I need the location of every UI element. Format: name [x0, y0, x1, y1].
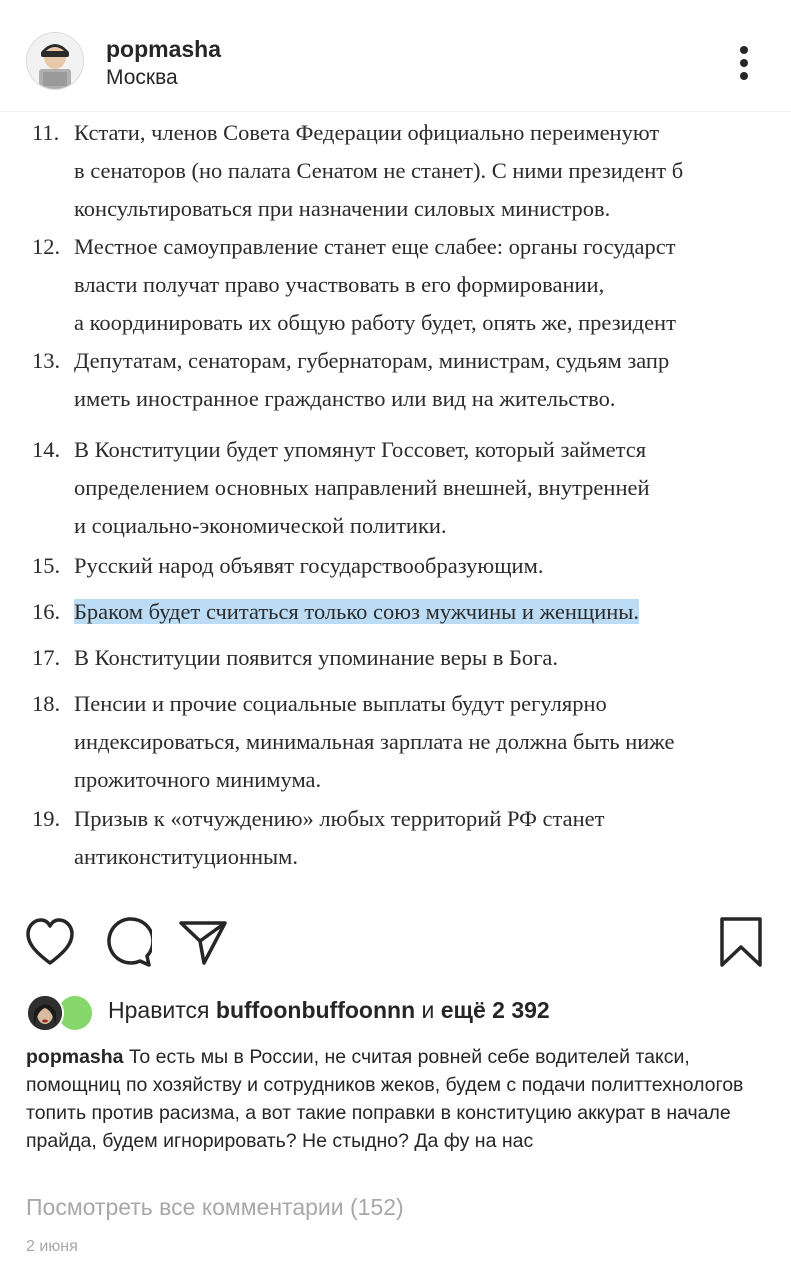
caption-text: То есть мы в России, не считая ровней себе водителей такси, помощниц по хозяйству и сотрудников жеков, будем с подачи политтехнологов топить против расизма, а вот такие поправки в конституцию аккурат в начале прайда, будем игнорировать? Не стыдно? Да фу на нас — [26, 1046, 744, 1152]
amendment-line — [74, 507, 650, 545]
amendment-number: 17. — [32, 645, 61, 670]
dot — [740, 59, 748, 67]
more-options-icon[interactable] — [730, 42, 758, 82]
amendment-line — [74, 380, 669, 418]
likes-count-text[interactable] — [108, 997, 550, 1024]
amendment-number: 13. — [32, 348, 61, 373]
amendment-text: Кстати, членов Совета Федерации официально переименуют — [74, 120, 660, 145]
liker-username[interactable]: buffoonbuffoonnn — [215, 997, 416, 1023]
post-image[interactable] — [0, 112, 791, 900]
amendment-line — [74, 304, 676, 342]
profile-avatar-icon[interactable] — [26, 32, 84, 90]
caption-username[interactable]: popmasha — [26, 1046, 124, 1068]
amendment-line — [74, 685, 675, 723]
amendment-line — [74, 228, 676, 266]
dot — [740, 46, 748, 54]
amendment-line — [74, 266, 676, 304]
amendment-line — [74, 152, 683, 190]
post-header — [0, 0, 791, 112]
amendment-line — [74, 723, 675, 761]
view-all-comments-link[interactable]: Посмотреть все комментарии (152) — [26, 1194, 404, 1220]
amendment-item — [0, 639, 558, 677]
amendment-number: 16. — [32, 599, 61, 624]
post-date: 2 июня — [26, 1238, 78, 1255]
amendment-item — [0, 228, 676, 342]
highlighted-text: Браком будет считаться только союз мужчины и женщины. — [74, 599, 640, 624]
likes-prefix: Нравится — [108, 997, 210, 1023]
amendment-line — [74, 547, 543, 585]
amendment-text: и социально-экономической политики. — [74, 513, 447, 538]
comment-icon[interactable] — [104, 915, 152, 971]
send-icon[interactable] — [178, 915, 228, 971]
amendment-text: В Конституции будет упомянут Госсовет, который займется — [74, 437, 647, 462]
avatar-image — [27, 33, 83, 89]
post-username[interactable]: popmasha — [106, 36, 222, 62]
amendment-line — [74, 639, 558, 677]
amendment-item — [0, 342, 669, 418]
amendment-number: 15. — [32, 553, 61, 578]
amendment-text: иметь иностранное гражданство или вид на жительство. — [74, 386, 616, 411]
likes-others-count[interactable]: ещё 2 392 — [440, 997, 550, 1023]
amendment-line — [74, 838, 604, 876]
liker-avatar — [26, 994, 64, 1032]
amendment-number: 11. — [32, 120, 60, 145]
amendment-number: 19. — [32, 806, 61, 831]
amendment-number: 14. — [32, 437, 61, 462]
amendment-text: В Конституции появится упоминание веры в Бога. — [74, 645, 558, 670]
amendment-text: власти получат право участвовать в его формировании, — [74, 272, 605, 297]
liker-avatars — [26, 994, 96, 1030]
amendment-item — [0, 547, 543, 585]
amendment-text: в сенаторов (но палата Сенатом не станет). С ними президент б — [74, 158, 684, 183]
amendment-item — [0, 114, 683, 228]
dot — [740, 72, 748, 80]
heart-icon[interactable] — [26, 915, 74, 971]
amendment-line — [74, 469, 650, 507]
bookmark-icon[interactable] — [718, 915, 764, 971]
amendment-text: Депутатам, сенаторам, губернаторам, министрам, судьям запр — [74, 348, 670, 373]
amendment-line — [74, 761, 675, 799]
post-actions-bar — [0, 915, 791, 975]
likes-row[interactable] — [26, 992, 766, 1032]
amendment-line — [74, 431, 650, 469]
amendment-text: определением основных направлений внешней, внутренней — [74, 475, 650, 500]
post-caption — [26, 1043, 771, 1155]
amendment-line — [74, 593, 639, 631]
amendment-number: 18. — [32, 691, 61, 716]
amendment-line — [74, 114, 683, 152]
amendment-number: 12. — [32, 234, 61, 259]
amendment-line — [74, 800, 604, 838]
amendment-line — [74, 342, 669, 380]
amendment-item — [0, 685, 675, 799]
amendment-text: Местное самоуправление станет еще слабее: органы государст — [74, 234, 676, 259]
amendment-text: Русский народ объявят государствообразующим. — [74, 553, 544, 578]
likes-conjunction: и — [421, 997, 435, 1023]
amendment-text: индексироваться, минимальная зарплата не должна быть ниже — [74, 729, 675, 754]
amendment-item — [0, 431, 650, 545]
amendment-line — [74, 190, 683, 228]
amendment-text: Призыв к «отчуждению» любых территорий РФ станет — [74, 806, 605, 831]
amendment-text: консультироваться при назначении силовых министров. — [74, 196, 611, 221]
amendment-text: Пенсии и прочие социальные выплаты будут регулярно — [74, 691, 607, 716]
amendment-item — [0, 800, 604, 876]
amendment-item — [0, 593, 639, 631]
amendment-text: антиконституционным. — [74, 844, 299, 869]
post-location[interactable]: Москва — [106, 66, 178, 89]
amendment-text: а координировать их общую работу будет, опять же, президент — [74, 310, 676, 335]
amendment-text: прожиточного минимума. — [74, 767, 322, 792]
